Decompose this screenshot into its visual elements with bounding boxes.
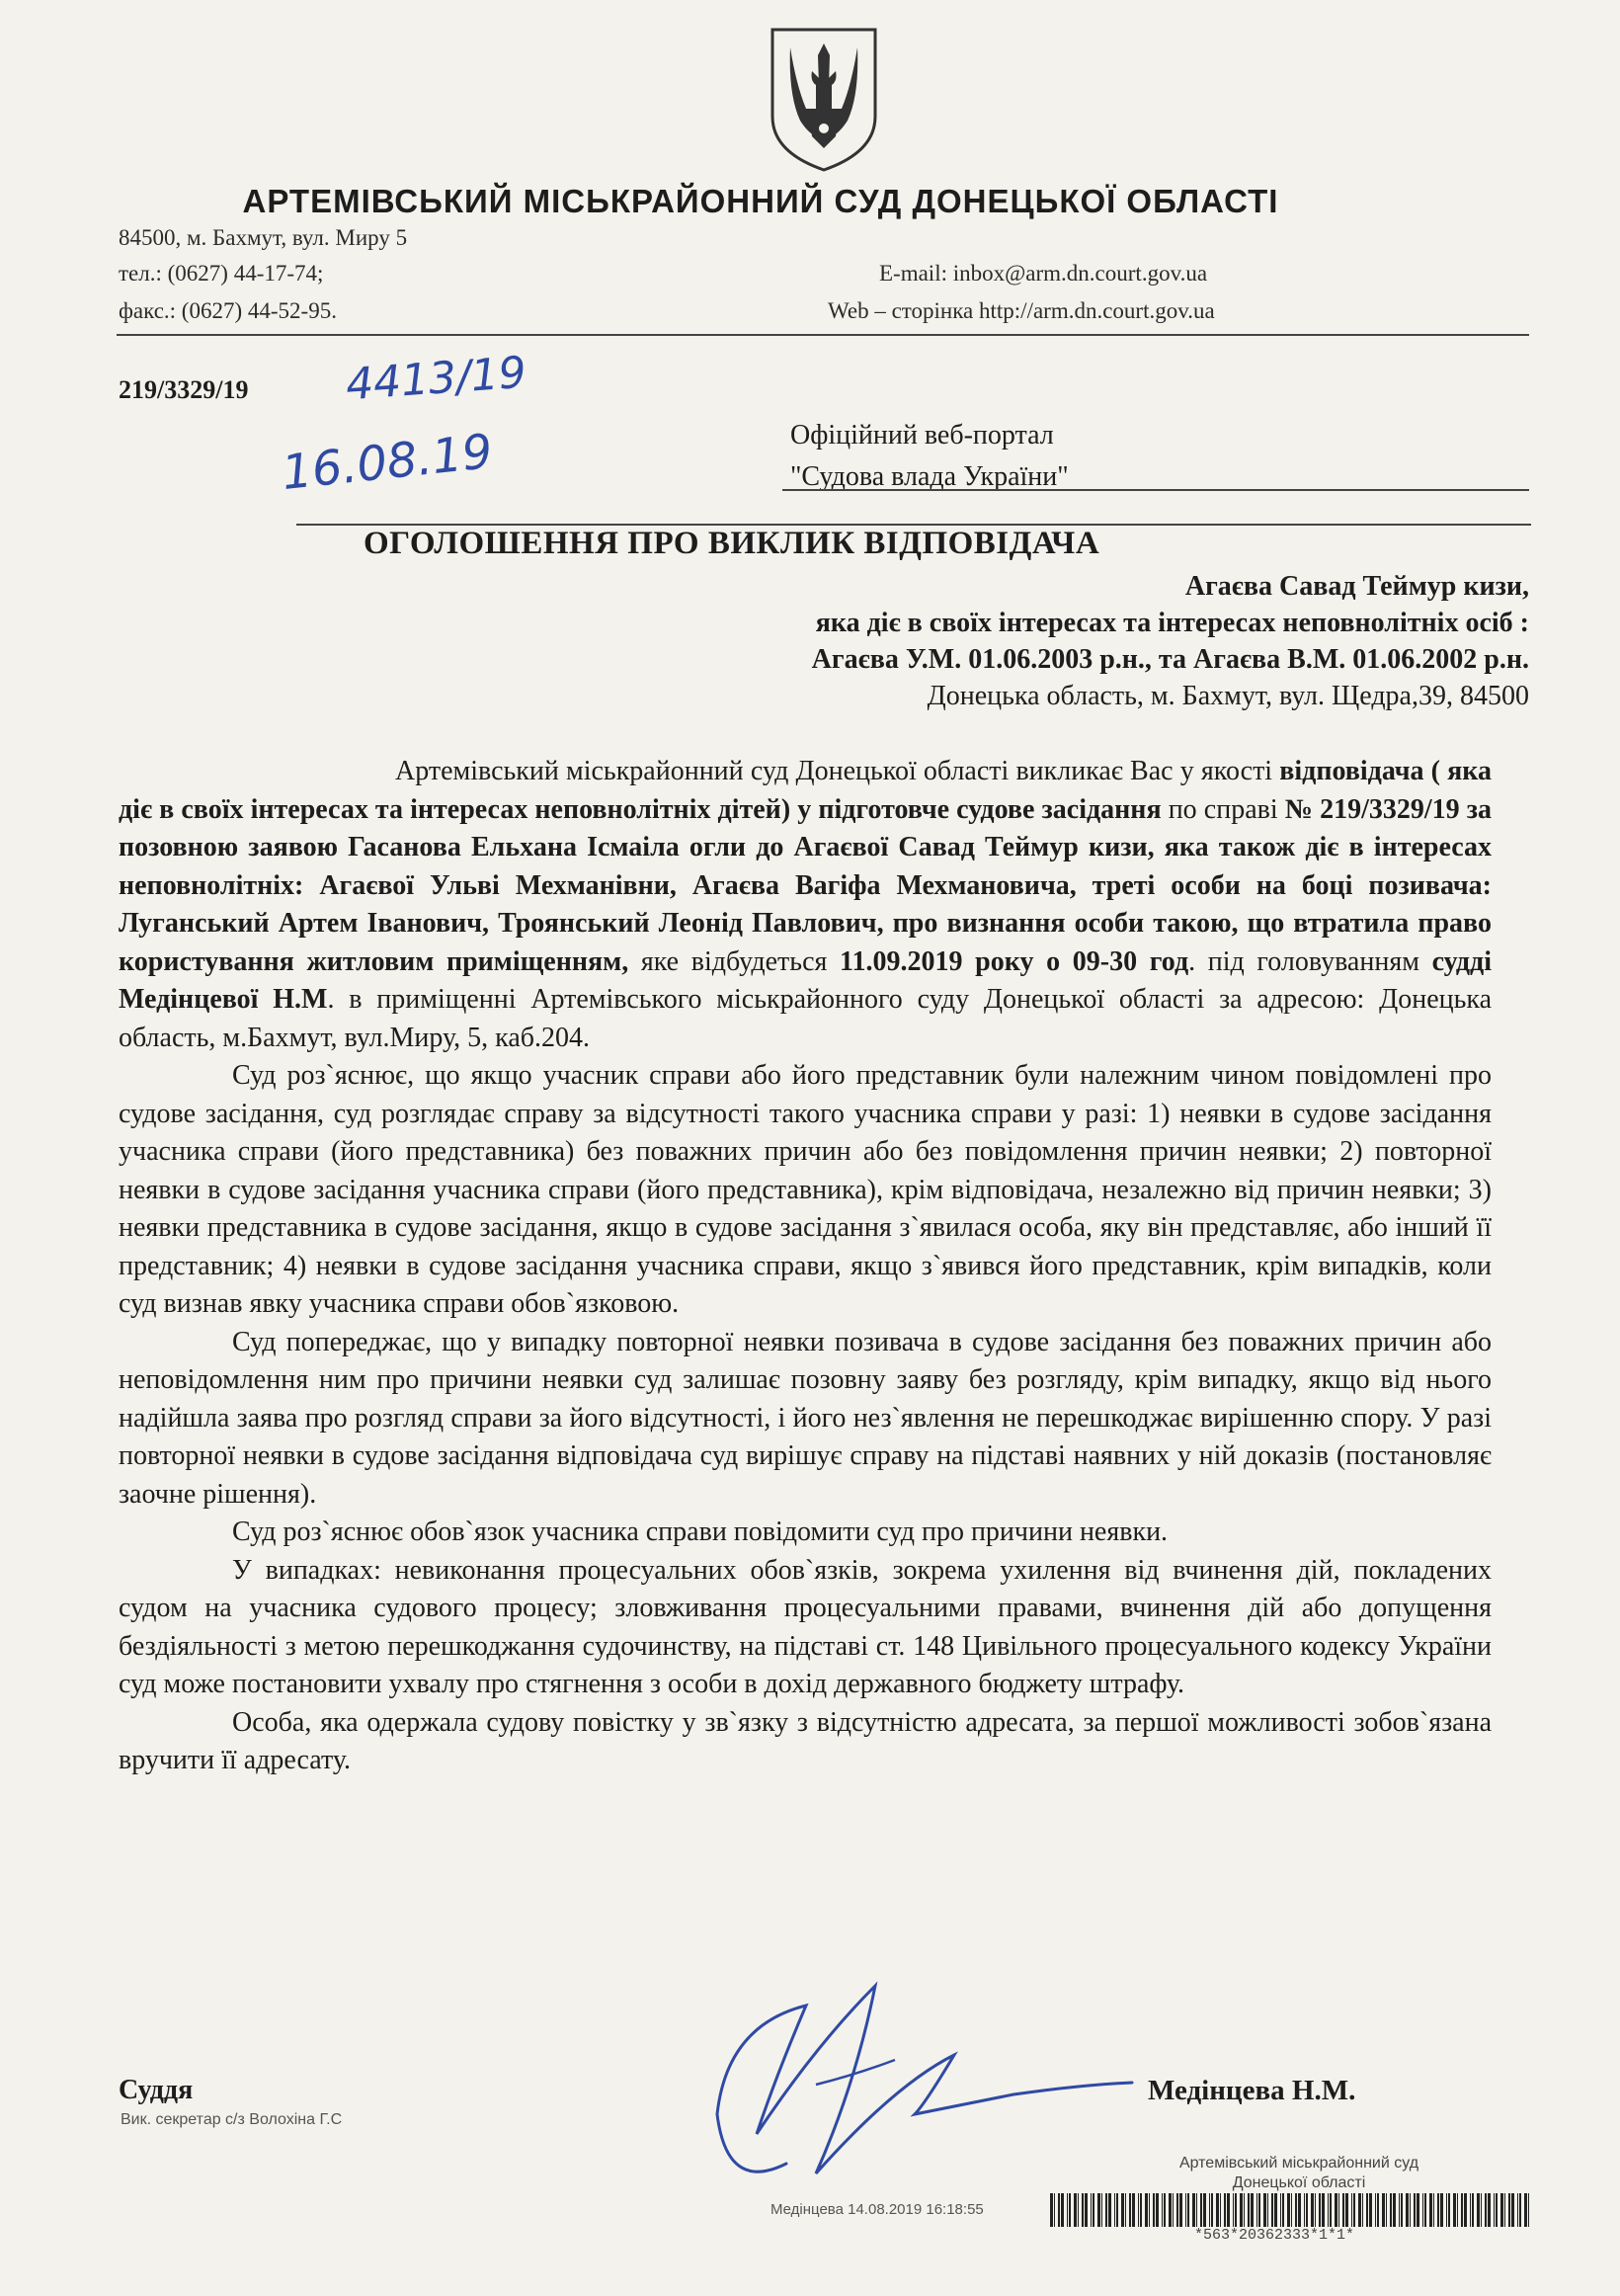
barcode-bar (1162, 2193, 1163, 2227)
summons-text: по справі (1161, 793, 1285, 825)
barcode-bar (1464, 2193, 1467, 2227)
barcode-bar (1211, 2193, 1213, 2227)
barcode-bar (1393, 2193, 1396, 2227)
barcode-bar (1461, 2193, 1463, 2227)
barcode-bar (1528, 2193, 1529, 2227)
recipient-block (790, 415, 1069, 498)
barcode-bar (1472, 2193, 1474, 2227)
court-stamp (1111, 2154, 1487, 2193)
barcode-bar (1375, 2193, 1376, 2227)
court-email: E-mail: inbox@arm.dn.court.gov.ua (879, 261, 1208, 286)
barcode-bar (1496, 2193, 1498, 2227)
barcode-bar (1401, 2193, 1403, 2227)
barcode-bar (1082, 2193, 1084, 2227)
notice-body (119, 753, 1492, 1780)
barcode-bar (1074, 2193, 1077, 2227)
barcode-bar (1280, 2193, 1281, 2227)
barcode-bar (1500, 2193, 1503, 2227)
court-phone: тел.: (0627) 44-17-74; (119, 261, 324, 286)
handwritten-registration-number: 4413/19 (344, 347, 528, 411)
barcode-bar (1353, 2193, 1355, 2227)
secretary-note: Вик. секретар с/з Волохіна Г.С (121, 2111, 343, 2128)
paragraph-delivery: Особа, яка одержала судову повістку у зв`язку з відсутністю адресата, за першої можливості зобов`язана вручити її адресату. (119, 1706, 1492, 1775)
barcode-bar (1101, 2193, 1102, 2227)
barcode-bar (1390, 2193, 1392, 2227)
barcode-bar (1304, 2193, 1305, 2227)
barcode-bar (1446, 2193, 1447, 2227)
barcode-bar (1311, 2193, 1314, 2227)
barcode-bar (1338, 2193, 1339, 2227)
barcode-bar (1287, 2193, 1290, 2227)
hearing-location: . в приміщенні Артемівського міськрайонного суду Донецької області за адресою: Донецька область, м.Бахмут, вул.Миру, 5, каб.204. (119, 984, 1492, 1053)
barcode-bar (1224, 2193, 1226, 2227)
barcode-bar (1258, 2193, 1260, 2227)
barcode-bar (1145, 2193, 1148, 2227)
barcode-bar (1169, 2193, 1172, 2227)
barcode-bar (1508, 2193, 1510, 2227)
barcode-bar (1470, 2193, 1471, 2227)
court-name: АРТЕМІВСЬКИЙ МІСЬКРАЙОННИЙ СУД ДОНЕЦЬКОЇ ОБЛАСТІ (242, 183, 1279, 219)
barcode-bar (1494, 2193, 1495, 2227)
barcode-bar (1330, 2193, 1332, 2227)
addressee-minors: Агаєва У.М. 01.06.2003 р.н., та Агаєва В.М. 01.06.2002 р.н. (811, 644, 1529, 675)
barcode (1050, 2193, 1534, 2227)
barcode-bar (1116, 2193, 1118, 2227)
barcode-bar (1149, 2193, 1150, 2227)
stamp-court-name: Артемівський міськрайонний суд (1178, 2155, 1419, 2172)
hearing-datetime: 11.09.2019 року о 09-30 год (840, 945, 1189, 977)
barcode-bar (1233, 2193, 1234, 2227)
barcode-bar (1251, 2193, 1254, 2227)
barcode-bar (1366, 2193, 1368, 2227)
summons-case-details: № 219/3329/19 за позовною заявою Гасанова Ельхана Ісмаіла огли до Агаєвої Савад Теймур кизи, яка також діє в інтересах неповнолітніх: Агаєвої Ульві Мехманівни, Агаєва Вагіфа Мехмановича, треті особи на боці позивача: Луганський Артем Іванович, Троянський Леонід Павлович, про визнання особи такою, що втратила право користування житловим приміщенням, (119, 793, 1492, 977)
barcode-bar (1114, 2193, 1115, 2227)
barcode-bar (1322, 2193, 1325, 2227)
barcode-bar (1306, 2193, 1308, 2227)
coat-of-arms-trident-icon (767, 26, 881, 174)
barcode-bar (1185, 2193, 1186, 2227)
barcode-bar (1078, 2193, 1079, 2227)
court-fax: факс.: (0627) 44-52-95. (119, 298, 337, 323)
summons-text: . під головуванням (1188, 945, 1432, 977)
barcode-bar (1267, 2193, 1268, 2227)
barcode-bar (1295, 2193, 1297, 2227)
barcode-bar (1263, 2193, 1266, 2227)
barcode-bar (1108, 2193, 1111, 2227)
summons-intro: Артемівський міськрайонний суд Донецької області викликає Вас у якості (395, 756, 1280, 786)
barcode-bar (1179, 2193, 1182, 2227)
presiding-judge: судді Медінцевої Н.М (119, 945, 1492, 1015)
case-number: 219/3329/19 (119, 375, 249, 404)
barcode-bar (1485, 2193, 1487, 2227)
barcode-bar (1453, 2193, 1456, 2227)
barcode-bar (1517, 2193, 1518, 2227)
barcode-bar (1291, 2193, 1292, 2227)
barcode-bar (1176, 2193, 1178, 2227)
barcode-bar (1524, 2193, 1527, 2227)
barcode-bar (1244, 2193, 1245, 2227)
barcode-bar (1386, 2193, 1387, 2227)
barcode-bar (1067, 2193, 1068, 2227)
barcode-bar (1227, 2193, 1230, 2227)
barcode-bar (1440, 2193, 1443, 2227)
barcode-bar (1209, 2193, 1210, 2227)
barcode-bar (1091, 2193, 1092, 2227)
barcode-bar (1345, 2193, 1348, 2227)
barcode-bar (1433, 2193, 1434, 2227)
barcode-bar (1156, 2193, 1159, 2227)
summons-role: відповідача ( яка діє в своїх інтересах та інтересах неповнолітніх дітей) у підготовче судове засідання (119, 756, 1492, 825)
barcode-bar (1406, 2193, 1409, 2227)
recipient-underline (782, 489, 1529, 491)
barcode-bar (1153, 2193, 1155, 2227)
paragraph-duty: Суд роз`яснює обов`язок учасника справи повідомити суд про причини неявки. (232, 1517, 1169, 1547)
recipient-line-1: Офіційний веб-портал (790, 420, 1054, 451)
barcode-bar (1256, 2193, 1257, 2227)
barcode-bar (1125, 2193, 1126, 2227)
barcode-bar (1477, 2193, 1480, 2227)
barcode-bar (1248, 2193, 1250, 2227)
paragraph-warning: Суд попереджає, що у випадку повторної неявки позивача в судове засідання без поважних причин або неповідомлення ним про причини неявки суд залишає позовну заяву без розгляду, крім випадку, якщо від нього надійшла заява про розгляд справи за його відсутності, і його нез`явлення не перешкоджає вирішенню спору. У разі повторної неявки в судове засідання відповідача суд вирішує справу на підставі наявних у ній доказів (постановляє заочне рішення). (119, 1326, 1492, 1510)
barcode-bar (1504, 2193, 1505, 2227)
barcode-bar (1358, 2193, 1361, 2227)
barcode-bar (1417, 2193, 1419, 2227)
barcode-bar (1422, 2193, 1423, 2227)
barcode-bar (1203, 2193, 1206, 2227)
barcode-bar (1481, 2193, 1482, 2227)
barcode-bar (1282, 2193, 1284, 2227)
barcode-bar (1319, 2193, 1321, 2227)
barcode-bar (1382, 2193, 1385, 2227)
judge-label: Суддя (119, 2075, 194, 2105)
barcode-bar (1414, 2193, 1416, 2227)
judge-name: Медінцева Н.М. (1148, 2075, 1356, 2106)
barcode-bar (1519, 2193, 1521, 2227)
barcode-bar (1058, 2193, 1060, 2227)
barcode-bar (1132, 2193, 1135, 2227)
barcode-bar (1069, 2193, 1071, 2227)
barcode-bar (1216, 2193, 1219, 2227)
barcode-bar (1140, 2193, 1142, 2227)
barcode-bar (1054, 2193, 1055, 2227)
electronic-signature-stamp: Медінцева 14.08.2019 16:18:55 (770, 2201, 984, 2218)
barcode-bar (1335, 2193, 1337, 2227)
addressee-name: Агаєва Савад Теймур кизи, (1184, 571, 1529, 602)
barcode-bar (1424, 2193, 1426, 2227)
barcode-bar (1315, 2193, 1316, 2227)
barcode-bar (1192, 2193, 1195, 2227)
header-divider (117, 334, 1529, 336)
barcode-bar (1121, 2193, 1124, 2227)
barcode-bar (1511, 2193, 1514, 2227)
barcode-bar (1399, 2193, 1400, 2227)
barcode-bar (1129, 2193, 1131, 2227)
barcode-bar (1362, 2193, 1363, 2227)
barcode-bar (1138, 2193, 1139, 2227)
notice-title: ОГОЛОШЕННЯ ПРО ВИКЛИК ВІДПОВІДАЧА (364, 526, 1100, 561)
barcode-bar (1351, 2193, 1352, 2227)
barcode-bar (1369, 2193, 1372, 2227)
barcode-bar (1437, 2193, 1439, 2227)
paragraph-absence-rules: Суд роз`яснює, що якщо учасник справи або його представник були належним чином повідомлені про судове засідання, суд розглядає справу за відсутності такого учасника справи у разі: 1) неявки в судове засідання учасника справи (його представника) без поважних причин або без повідомлення причин неявки; 2) повторної неявки в судове засідання учасника справи (його представника), крім відповідача, незалежно від причин неявки; 3) неявки представника в судове засідання, якщо в судове засідання з`явилася особа, яку він представляє, або інший її представник; 4) неявки в судове засідання учасника справи, якщо з`явився його представник, крім випадків, коли суд визнав явку учасника справи обов`язковою. (119, 1060, 1492, 1319)
handwritten-date: 16.08.19 (279, 423, 496, 502)
paragraph-summons (119, 753, 1492, 1057)
barcode-bar (1488, 2193, 1491, 2227)
barcode-bar (1377, 2193, 1379, 2227)
barcode-bar (1196, 2193, 1197, 2227)
barcode-bar (1274, 2193, 1277, 2227)
barcode-bar (1173, 2193, 1174, 2227)
barcode-bar (1342, 2193, 1344, 2227)
barcode-bar (1097, 2193, 1100, 2227)
barcode-bar (1235, 2193, 1237, 2227)
court-address: 84500, м. Бахмут, вул. Миру 5 (119, 225, 408, 250)
barcode-bar (1448, 2193, 1450, 2227)
barcode-bar (1328, 2193, 1329, 2227)
addressee-capacity: яка діє в своїх інтересах та інтересах неповнолітніх осіб : (815, 608, 1529, 638)
stamp-region: Донецької області (1232, 2174, 1366, 2191)
barcode-bar (1085, 2193, 1088, 2227)
barcode-bar (1298, 2193, 1301, 2227)
barcode-number: *563*20362333*1*1* (1193, 2227, 1355, 2244)
court-website: Web – сторінка http://arm.dn.court.gov.ua (828, 298, 1215, 323)
paragraph-penalty: У випадках: невиконання процесуальних обов`язків, зокрема ухилення від вчинення дій, покладених судом на учасника судового процесу; зловживання процесуальними правами, вчинення дій або допущення бездіяльності з метою перешкоджання судочинству, на підставі ст. 148 Цивільного процесуального кодексу України суд може постановити ухвалу про стягнення з особи в дохід державного бюджету штрафу. (119, 1554, 1492, 1699)
barcode-bar (1187, 2193, 1189, 2227)
addressee-address: Донецька область, м. Бахмут, вул. Щедра,39, 84500 (927, 681, 1529, 711)
barcode-bar (1200, 2193, 1202, 2227)
barcode-bar (1105, 2193, 1107, 2227)
barcode-bar (1093, 2193, 1094, 2227)
barcode-bar (1271, 2193, 1273, 2227)
summons-text: яке відбудеться (628, 945, 841, 977)
barcode-bar (1410, 2193, 1411, 2227)
barcode-bar (1164, 2193, 1166, 2227)
barcode-bar (1061, 2193, 1064, 2227)
barcode-bar (1457, 2193, 1458, 2227)
barcode-bar (1240, 2193, 1243, 2227)
recipient-line-2: "Судова влада України" (790, 461, 1069, 492)
barcode-bar (1220, 2193, 1221, 2227)
barcode-bar (1429, 2193, 1432, 2227)
barcode-bar (1050, 2193, 1053, 2227)
addressee-block (593, 568, 1529, 714)
